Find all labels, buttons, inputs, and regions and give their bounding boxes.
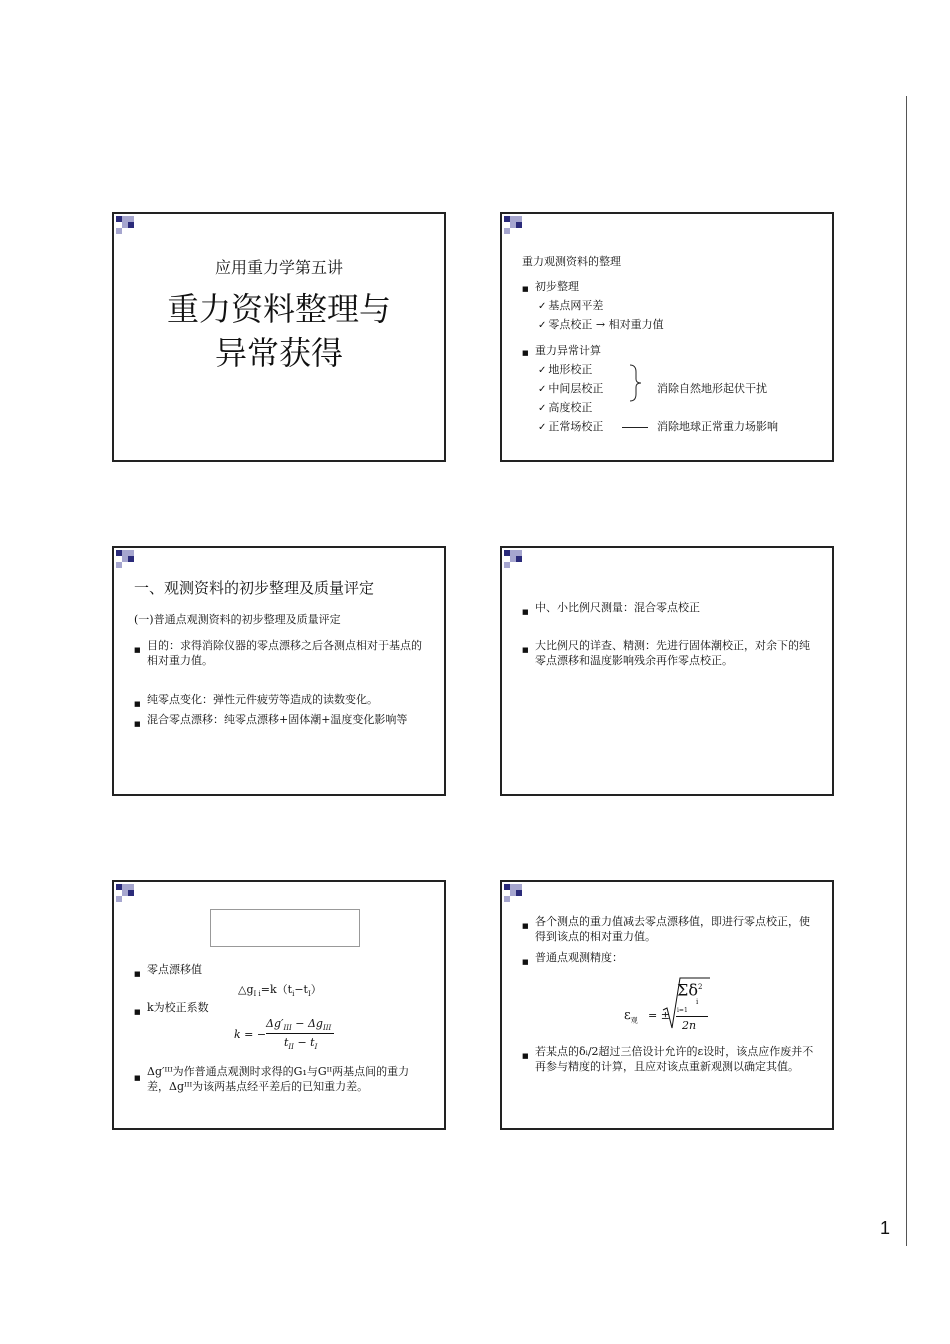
check-icon: ✓ xyxy=(538,301,547,312)
sum-term: $\Sigma\delta^2$ xyxy=(677,980,703,1000)
denominator-2n: 2n xyxy=(682,1019,697,1032)
item-bouguer: ✓ 中间层校正 xyxy=(538,382,604,395)
plus-minus: = ± xyxy=(648,1009,670,1022)
item-terrain: ✓ 地形校正 xyxy=(538,363,593,376)
section-initial: 初步整理 xyxy=(535,280,579,293)
bullet-square-icon: ■ xyxy=(522,285,529,293)
check-icon: ✓ xyxy=(538,320,547,331)
bullet-square-icon: ■ xyxy=(522,349,529,357)
bullet-square-icon: ■ xyxy=(522,1052,529,1060)
sum-index: i xyxy=(696,998,699,1006)
dash-line xyxy=(622,427,648,428)
check-icon: ✓ xyxy=(538,384,547,395)
page-number: 1 xyxy=(880,1218,891,1238)
section-anomaly: 重力异常计算 xyxy=(535,344,601,357)
sum-lower-bound: i=1 xyxy=(677,1007,688,1014)
item-height: ✓ 高度校正 xyxy=(538,401,593,414)
k-formula-denominator: $t_{II} - t_I$ xyxy=(284,1036,318,1052)
bullet-square-icon: ■ xyxy=(134,1074,141,1082)
lecture-subtitle: 应用重力学第五讲 xyxy=(214,258,343,277)
slide-logo-icon xyxy=(116,216,140,234)
lecture-title-line2: 异常获得 xyxy=(214,334,343,372)
purpose-text: 目的：求得消除仪器的零点漂移之后各测点相对于基点的相对重力值。 xyxy=(147,639,422,667)
bullet-square-icon: ■ xyxy=(522,958,529,966)
slide-logo-icon xyxy=(116,884,140,902)
reject-rule-text: 若某点的δᵢ/2超过三倍设计允许的ε设时，该点应作废并不再参与精度的计算，且应对该点重新观测以确定其值。 xyxy=(535,1045,814,1073)
bullet-square-icon: ■ xyxy=(134,720,141,728)
drift-value-label: 零点漂移值 xyxy=(147,963,202,976)
bullet-square-icon: ■ xyxy=(134,646,141,654)
brace-icon xyxy=(628,364,642,402)
check-icon: ✓ xyxy=(538,365,547,376)
slide-logo-icon xyxy=(504,550,528,568)
item-zero-correction: ✓ 零点校正 → 相对重力值 xyxy=(538,318,664,331)
large-scale-text: 大比例尺的详查、精测：先进行固体潮校正，对余下的纯零点漂移和温度影响残余再作零点校正。 xyxy=(535,639,810,667)
epsilon-symbol: $\varepsilon_观$ xyxy=(624,1008,638,1025)
slide-1 xyxy=(112,212,446,462)
k-formula-numerator: $\Delta g'_{III} - \Delta g_{III}$ xyxy=(266,1017,332,1033)
slide3-subtitle: (一)普通点观测资料的初步整理及质量评定 xyxy=(134,613,341,626)
small-scale-text: 中、小比例尺测量：混合零点校正 xyxy=(535,601,700,614)
coefficient-label: k为校正系数 xyxy=(147,1001,209,1014)
item-network-adjust: ✓ 基点网平差 xyxy=(538,299,604,312)
note-terrain: 消除自然地形起伏干扰 xyxy=(657,382,767,395)
bullet-square-icon: ■ xyxy=(134,1008,141,1016)
slide-logo-icon xyxy=(504,216,528,234)
slide2-heading: 重力观测资料的整理 xyxy=(522,255,621,268)
bullet-square-icon: ■ xyxy=(134,700,141,708)
page-right-rule xyxy=(906,96,907,1246)
bullet-square-icon: ■ xyxy=(522,608,529,616)
drift-formula: $\triangle g_{I i}=k(t_i-t_I)$ xyxy=(238,983,322,999)
delta-g-explanation: Δg′ᴵᴵᴵ为作普通点观测时求得的G₁与Gᴵᴵ两基点间的重力差，Δgᴵᴵᴵ为该两基点经平差后的已知重力差。 xyxy=(147,1065,410,1093)
pure-zero-text: 纯零点变化：弹性元件疲劳等造成的读数变化。 xyxy=(147,693,378,706)
check-icon: ✓ xyxy=(538,403,547,414)
slide-3 xyxy=(112,546,446,796)
mixed-drift-text: 混合零点漂移：纯零点漂移+固体潮+温度变化影响等 xyxy=(147,713,408,726)
slide-2 xyxy=(500,212,834,462)
item-normal-field: ✓ 正常场校正 xyxy=(538,420,604,433)
slide-5 xyxy=(112,880,446,1130)
slide-6 xyxy=(500,880,834,1130)
slide-4 xyxy=(500,546,834,796)
bullet-square-icon: ■ xyxy=(522,922,529,930)
fraction-bar xyxy=(266,1033,334,1034)
note-normal: 消除地球正常重力场影响 xyxy=(657,420,778,433)
slide3-title: 一、观测资料的初步整理及质量评定 xyxy=(134,579,375,597)
k-formula-lhs: k = − xyxy=(234,1028,267,1041)
fraction-bar xyxy=(676,1016,708,1017)
check-icon: ✓ xyxy=(538,422,547,433)
precision-label: 普通点观测精度： xyxy=(535,951,623,964)
empty-image-frame xyxy=(210,909,360,947)
slide-logo-icon xyxy=(116,550,140,568)
bullet-square-icon: ■ xyxy=(522,646,529,654)
lecture-title-line1: 重力资料整理与 xyxy=(166,290,391,328)
bullet-square-icon: ■ xyxy=(134,970,141,978)
zero-correction-text: 各个测点的重力值减去零点漂移值，即进行零点校正，使得到该点的相对重力值。 xyxy=(535,915,810,943)
slide-logo-icon xyxy=(504,884,528,902)
